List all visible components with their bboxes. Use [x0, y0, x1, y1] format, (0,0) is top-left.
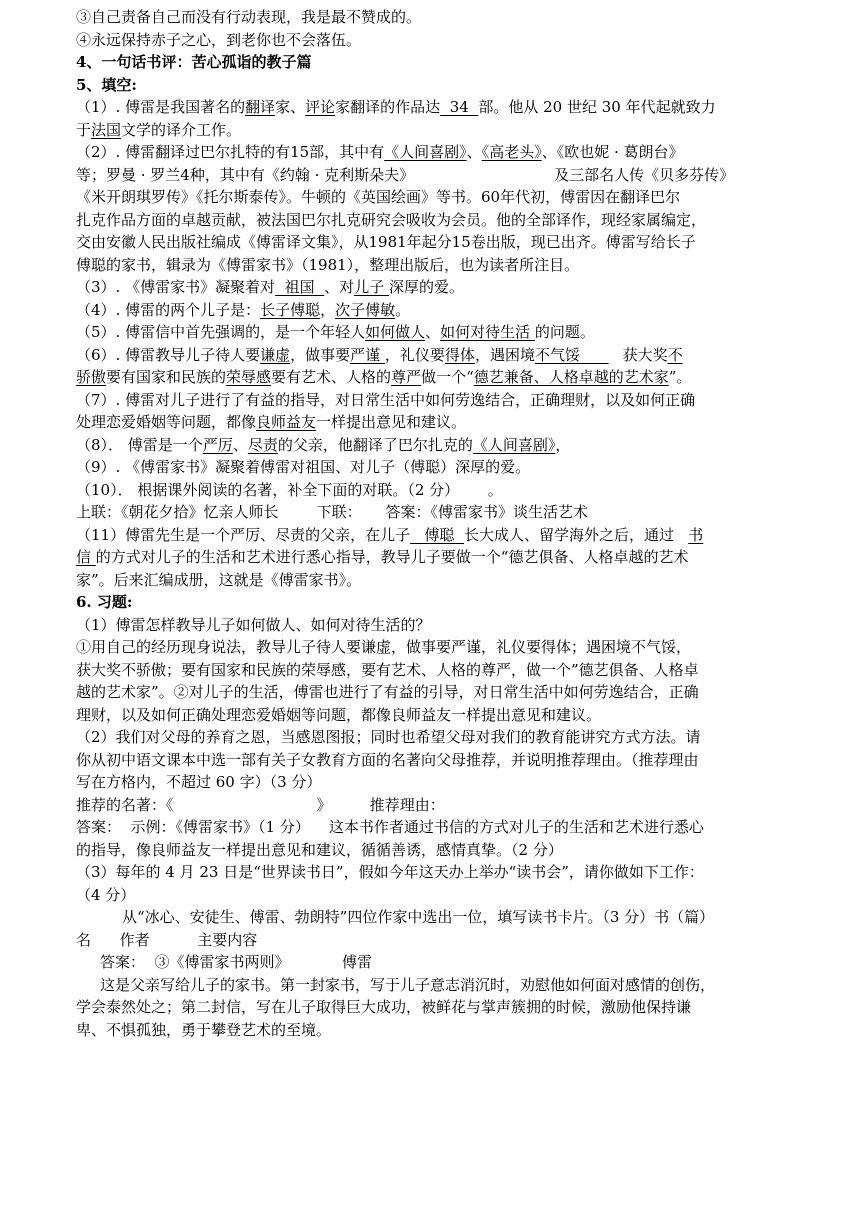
- answer-line: 答案： 示例：《傅雷家书》（1 分） 这本书作者通过书信的方式对儿子的生活和艺术进行悉心: [76, 818, 704, 836]
- answer-blank: 祖国: [275, 278, 325, 296]
- question-2: （2）我们对父母的养育之恩，当感恩图报；同时也希望父母对我们的教育能讲究方式方法。请: [76, 728, 701, 746]
- text-line: 写在方格内，不超过 60 字）（3 分）: [76, 773, 322, 791]
- text: 于: [76, 120, 92, 139]
- text: （3）. 《傅雷家书》凝聚着对: [76, 278, 276, 296]
- text: 的方式对儿子的生活和艺术进行悉心指导，教导儿子要做一个“德艺俱备、人格卓越的艺术: [95, 548, 689, 566]
- answer-blank: 如何对待生活: [440, 323, 535, 341]
- answer-blank: 《高老头》: [481, 143, 542, 161]
- text: 、: [466, 143, 482, 161]
- fill-item-6: [76, 344, 784, 367]
- text-line: 从“冰心、安徒生、傅雷、勃朗特”四位作家中选出一位，填写读书卡片。（3 分）书（篇）: [122, 908, 715, 926]
- text: 要有艺术、人格的: [271, 368, 392, 386]
- fill-item-2: [76, 141, 784, 164]
- text-line: 上联：《朝花夕拾》忆亲人师长 下联： 答案：《傅雷家书》谈生活艺术: [76, 503, 588, 521]
- fill-item-1: [76, 96, 784, 119]
- text: （11）傅雷先生是一个严厉、尽责的父亲，在儿子: [76, 525, 411, 544]
- answer-blank: 德艺兼备、人格卓越的艺术家: [473, 368, 669, 386]
- section-heading-5: 5、填空:: [76, 75, 137, 94]
- answer-blank: 不气馁: [534, 345, 609, 364]
- answer-blank: 长子傅聪: [260, 300, 321, 319]
- fill-item-11: [76, 524, 784, 547]
- fill-item-6-cont: [76, 366, 784, 389]
- text: 的问题。: [534, 323, 595, 341]
- answer-blank: 得体: [444, 345, 475, 364]
- text-line: 越的艺术家”。②对儿子的生活，傅雷也进行了有益的引导，对日常生活中如何劳逸结合，正确: [76, 683, 699, 701]
- text: ，: [320, 300, 336, 319]
- answer-blank: 荣辱感: [226, 368, 272, 386]
- text: 处理恋爱婚姻等问题，都像: [76, 413, 257, 431]
- text: ，遇困境: [474, 345, 535, 364]
- answer-line: 答案： ③《傅雷家书两则》 傅雷: [100, 953, 372, 971]
- text: 要有国家和民族的: [106, 368, 227, 386]
- text-line: 家”。后来汇编成册，这就是《傅雷家书》。: [76, 570, 362, 589]
- text-line: ③自己责备自己而没有行动表现，我是最不赞成的。: [76, 8, 422, 26]
- answer-blank: 严厉: [202, 435, 233, 454]
- fill-item-3: [76, 276, 784, 299]
- answer-blank: 不: [667, 345, 683, 364]
- fill-item-11-cont: [76, 546, 784, 569]
- text: 。: [395, 300, 411, 319]
- answer-blank: 尊严: [391, 368, 422, 386]
- answer-blank: 法国: [91, 120, 122, 139]
- text: 及三部名人传《贝多芬传》: [554, 165, 735, 184]
- text: 深厚的爱。: [388, 278, 464, 296]
- text-line: 你从初中语文课本中选一部有关子女教育方面的名著向父母推荐，并说明推荐理由。（推荐理由: [76, 750, 699, 769]
- text-line: 这是父亲写给儿子的家书。第一封家书，写于儿子意志消沉时，劝慰他如何面对感情的创伤，: [100, 975, 716, 994]
- text-line: ①用自己的经历现身说法，教导儿子待人要谦虚，做事要严谨，礼仪要得体；遇困境不气馁，: [76, 638, 692, 656]
- fill-item-8: [76, 434, 784, 457]
- answer-blank: 严谨: [350, 345, 385, 364]
- text-line: 交由安徽人民出版社编成《傅雷译文集》，从1981年起分15卷出版，现已出齐。傅雷写给长子: [76, 233, 696, 251]
- text-line: （4 分）: [76, 885, 136, 904]
- text-line: 推荐的名著：《 》 推荐理由：: [76, 795, 445, 814]
- question-3: （3）每年的 4 月 23 日是“世界读书日”，假如今年这天办上举办“读书会”，请你做如下工作：: [76, 863, 704, 881]
- answer-blank: 儿子: [354, 278, 389, 296]
- text: ，做事要: [290, 345, 351, 364]
- text: ”。: [668, 368, 692, 386]
- text: ，: [555, 435, 571, 454]
- text-line: 傅聪的家书，辑录为《傅雷家书》（1981），整理出版后，也为读者所注目。: [76, 255, 580, 274]
- text: 获大奖: [622, 345, 668, 364]
- text: ，礼仪要: [384, 345, 445, 364]
- section-heading-4: 4、一句话书评：苦心孤诣的教子篇: [76, 53, 312, 71]
- text: （8）． 傅雷是一个: [76, 435, 203, 454]
- text: （4）. 傅雷的两个儿子是：: [76, 300, 261, 319]
- text: 长大成人、留学海外之后，通过: [463, 525, 689, 544]
- answer-blank: 《人间喜剧》: [384, 143, 467, 161]
- text: 、《欧也妮 · 葛朗台》: [541, 143, 684, 161]
- text: 、: [425, 323, 441, 341]
- text-line: （10）． 根据课外阅读的名著，补全下面的对联。（2 分） 。: [76, 480, 503, 499]
- text: 、: [232, 435, 248, 454]
- question-1: （1）傅雷怎样教导儿子如何做人、如何对待生活的？: [76, 615, 431, 634]
- text: 一样提出意见和建议。: [316, 413, 467, 431]
- text: （6）. 傅雷教导儿子待人要: [76, 345, 261, 364]
- text: 的父亲，他翻译了巴尔扎克的: [277, 435, 473, 454]
- text: 做一个“: [421, 368, 474, 386]
- answer-blank: 傅聪: [410, 525, 464, 544]
- answer-blank: 尽责: [247, 435, 278, 454]
- fill-item-1-cont: [76, 119, 784, 142]
- text-line: 理财，以及如何正确处理恋爱婚姻等问题，都像良师益友一样提出意见和建议。: [76, 705, 602, 724]
- fill-item-7-cont: [76, 411, 784, 434]
- answer-blank: 翻译: [245, 98, 276, 116]
- text: （5）. 傅雷信中首先强调的，是一个年轻人: [76, 323, 366, 341]
- text-line: 学会泰然处之；第二封信，写在儿子取得巨大成功，被鲜花与掌声簇拥的时候，激励他保持谦: [76, 998, 692, 1016]
- fill-item-5: [76, 321, 784, 344]
- text: 、对: [324, 278, 355, 296]
- text: 文学的译介工作。: [121, 120, 242, 139]
- text: （1）. 傅雷是我国著名的: [76, 98, 246, 116]
- answer-blank: 谦虚: [260, 345, 291, 364]
- answer-blank: 如何做人: [365, 323, 426, 341]
- answer-blank: 书: [688, 525, 704, 544]
- answer-blank: 次子傅敏: [335, 300, 396, 319]
- text-line: 卑、不惧孤独，勇于攀登艺术的至境。: [76, 1020, 332, 1039]
- text: 家、: [275, 98, 306, 116]
- fill-item-2-cont: [76, 164, 784, 187]
- text-line: ④永远保持赤子之心，到老你也不会落伍。: [76, 30, 362, 49]
- text-line: （7）. 傅雷对儿子进行了有益的指导，对日常生活中如何劳逸结合，正确理财，以及如何正确: [76, 390, 696, 409]
- text-line: 的指导，像良师益友一样提出意见和建议，循循善诱，感情真挚。（2 分）: [76, 840, 563, 859]
- answer-blank: 评论: [305, 98, 336, 116]
- section-heading-6: 6. 习题:: [76, 593, 133, 611]
- answer-blank: 34: [440, 98, 479, 116]
- text: （2）. 傅雷翻译过巴尔扎特的有15部，其中有: [76, 143, 385, 161]
- text-line: 《米开朗琪罗传》《托尔斯泰传》。牛顿的《英国绘画》等书。60年代初，傅雷因在翻译巴尔: [76, 188, 681, 206]
- answer-blank: 《人间喜剧》: [472, 435, 556, 454]
- fill-item-4: [76, 299, 784, 322]
- answer-blank: 良师益友: [256, 413, 317, 431]
- text: 部。他从 20 世纪 30 年代起就致力: [478, 98, 716, 116]
- text-line: 获大奖不骄傲；要有国家和民族的荣辱感，要有艺术、人格的尊严，做一个”德艺俱备、人格卓: [76, 660, 699, 679]
- text-line: 扎克作品方面的卓越贡献，被法国巴尔扎克研究会吸收为会员。他的全部译作，现经家属编定，: [76, 210, 707, 229]
- text: 家翻译的作品达: [335, 98, 441, 116]
- answer-blank: 信: [76, 548, 96, 566]
- answer-blank: 骄傲: [76, 368, 107, 386]
- text: 等；罗曼 · 罗兰4种，其中有《约翰 · 克利斯朵夫》: [76, 165, 415, 184]
- text-line: 名 作者 主要内容: [76, 930, 258, 949]
- text-line: （9）. 《傅雷家书》凝聚着傅雷对祖国、对儿子（傅聪）深厚的爱。: [76, 458, 531, 476]
